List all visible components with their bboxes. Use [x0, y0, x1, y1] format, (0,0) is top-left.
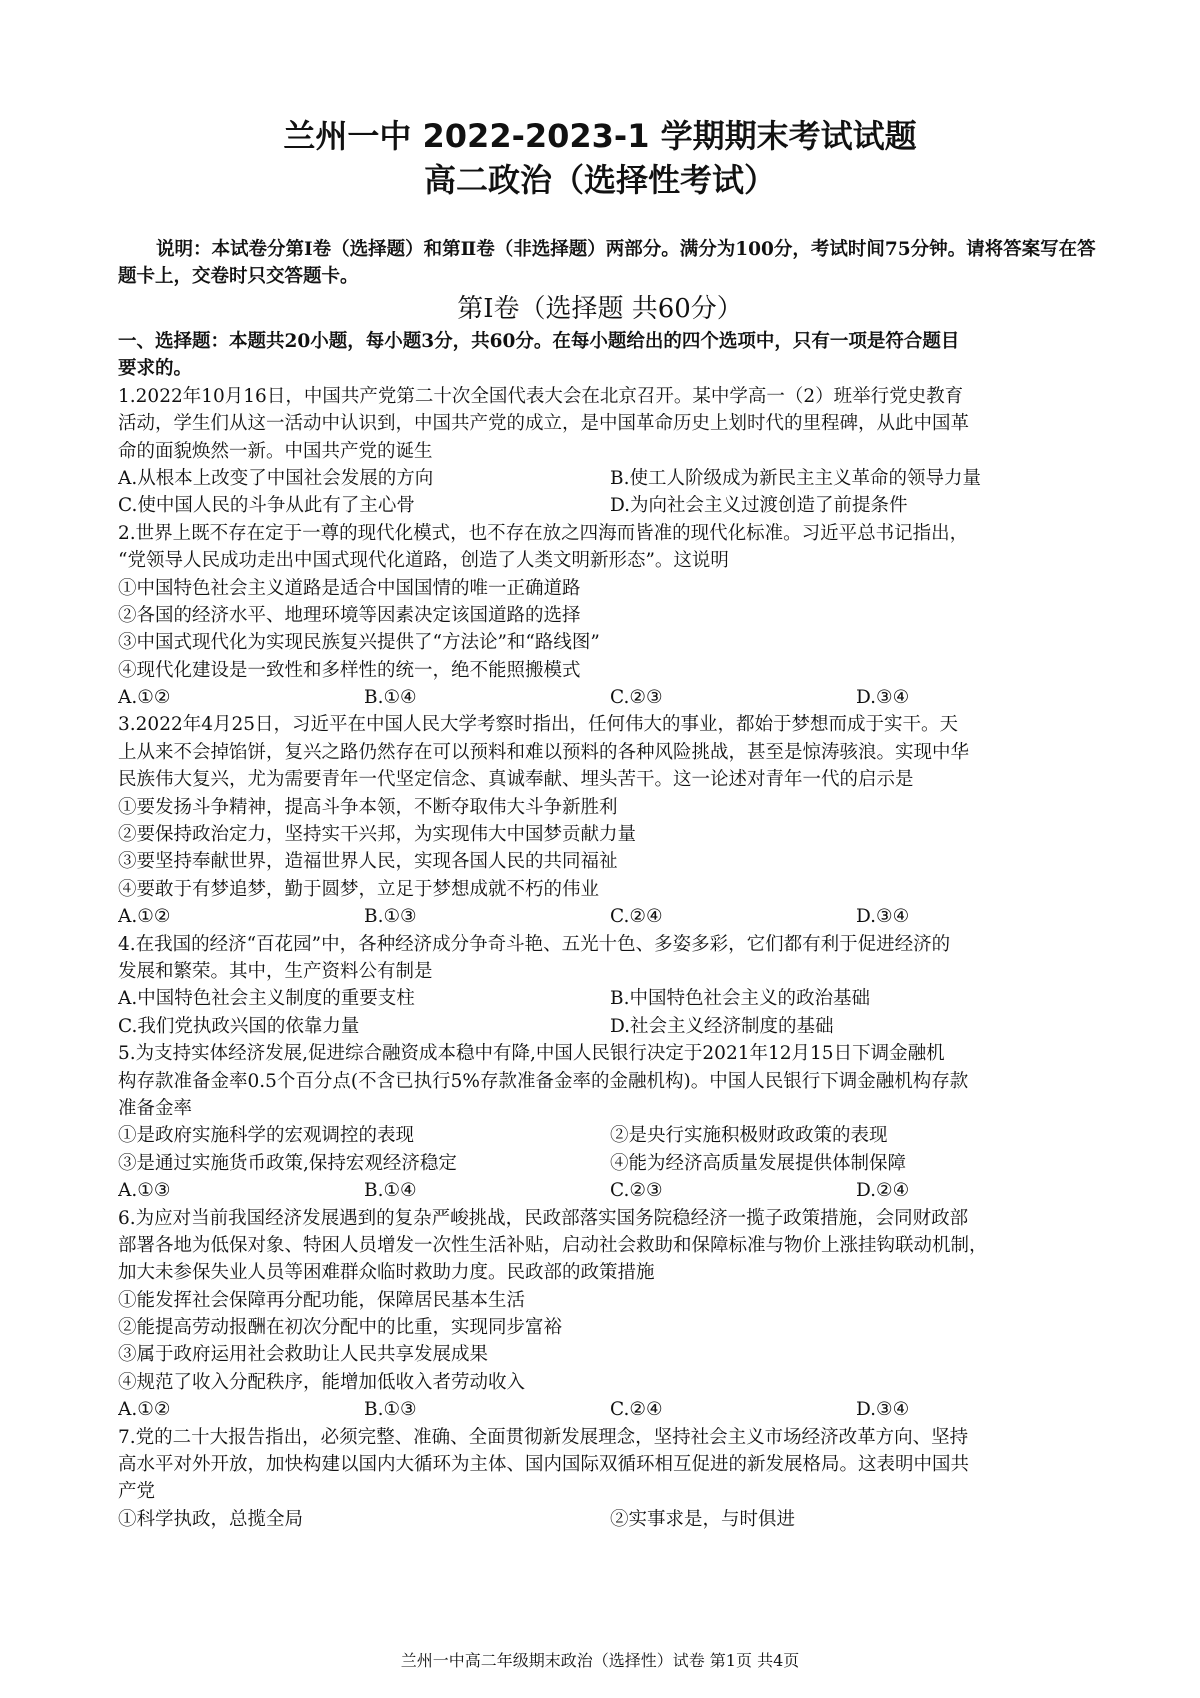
question-5-options [118, 1177, 1102, 1204]
question-5-text: 准备金率 [118, 1097, 193, 1119]
statement: ④要敢于有梦追梦，勤于圆梦，立足于梦想成就不朽的伟业 [118, 878, 600, 900]
option-c: C.②④ [610, 906, 663, 928]
question-1-text: 1.2022年10月16日，中国共产党第二十次全国代表大会在北京召开。某中学高一（2）班举行党史教育 [118, 385, 964, 407]
option-a: A.①② [118, 906, 171, 928]
statement: ①科学执政，总揽全局 [118, 1508, 304, 1530]
question-1-options [118, 492, 1102, 519]
question-6-text: 部署各地为低保对象、特困人员增发一次性生活补贴，启动社会救助和保障标准与物价上涨挂钩联动机制， [118, 1234, 988, 1256]
statement: ④规范了收入分配秩序，能增加低收入者劳动收入 [118, 1371, 526, 1393]
part-heading: 一、选择题：本题共20小题，每小题3分，共60分。在每小题给出的四个选项中，只有一项是符合题目 [118, 331, 960, 352]
option-a: A.中国特色社会主义制度的重要支柱 [118, 988, 415, 1010]
page-footer: 兰州一中高二年级期末政治（选择性）试卷 第1页 共4页 [400, 1651, 800, 1670]
question-5-text: 构存款准备金率0.5个百分点(不含已执行5%存款准备金率的金融机构)。中国人民银行下调金融机构存款 [118, 1070, 969, 1092]
question-3-text: 3.2022年4月25日，习近平在中国人民大学考察时指出，任何伟大的事业，都始于梦想而成于实干。天 [118, 714, 959, 736]
option-c: C.②③ [610, 687, 663, 709]
exam-subtitle: 高二政治（选择性考试） [423, 161, 776, 199]
question-5-statements [118, 1150, 1102, 1177]
question-1-text: 命的面貌焕然一新。中国共产党的诞生 [118, 440, 433, 462]
question-4-text: 4.在我国的经济“百花园”中，各种经济成分争奇斗艳、五光十色、多姿多彩，它们都有利于促进经济的 [118, 933, 951, 955]
option-a: A.①② [118, 687, 171, 709]
statement: ②要保持政治定力，坚持实干兴邦，为实现伟大中国梦贡献力量 [118, 824, 637, 846]
option-c: C.使中国人民的斗争从此有了主心骨 [118, 495, 415, 517]
question-4-options [118, 985, 1102, 1012]
statement: ②各国的经济水平、地理环境等因素决定该国道路的选择 [118, 604, 581, 626]
exam-instructions: 说明：本试卷分第Ⅰ卷（选择题）和第Ⅱ卷（非选择题）两部分。满分为100分，考试时间75分钟。请将答案写在答题卡上，交卷时只交答题卡。 [118, 239, 1096, 287]
option-b: B.①④ [364, 687, 417, 709]
question-6-options [118, 1396, 1102, 1423]
option-d: D.③④ [856, 1399, 910, 1421]
option-d: D.③④ [856, 687, 910, 709]
option-c: C.②④ [610, 1399, 663, 1421]
section-title: 第Ⅰ卷（选择题 共60分） [457, 294, 743, 324]
option-d: D.②④ [856, 1180, 910, 1202]
statement: ③中国式现代化为实现民族复兴提供了“方法论”和“路线图” [118, 632, 600, 654]
question-4-text: 发展和繁荣。其中，生产资料公有制是 [118, 960, 433, 982]
option-a: A.从根本上改变了中国社会发展的方向 [118, 467, 434, 489]
statement: ①要发扬斗争精神，提高斗争本领，不断夺取伟大斗争新胜利 [118, 796, 618, 818]
question-1-text: 活动，学生们从这一活动中认识到，中国共产党的成立，是中国革命历史上划时代的里程碑，从此中国革 [118, 413, 970, 435]
question-5-statements [118, 1122, 1102, 1149]
question-3-options [118, 903, 1102, 930]
statement: ③属于政府运用社会救助让人民共享发展成果 [118, 1344, 489, 1366]
option-d: D.为向社会主义过渡创造了前提条件 [610, 495, 908, 517]
question-3-text: 民族伟大复兴，尤为需要青年一代坚定信念、真诚奉献、埋头苦干。这一论述对青年一代的启示是 [118, 769, 914, 791]
option-b: B.①③ [364, 906, 417, 928]
statement: ①能发挥社会保障再分配功能，保障居民基本生活 [118, 1289, 526, 1311]
question-7-text: 高水平对外开放，加快构建以国内大循环为主体、国内国际双循环相互促进的新发展格局。这表明中国共 [118, 1454, 970, 1476]
question-2-text: 2.世界上既不存在定于一尊的现代化模式，也不存在放之四海而皆准的现代化标准。习近平总书记指出， [118, 522, 969, 544]
option-a: A.①③ [118, 1180, 171, 1202]
option-b: B.①③ [364, 1399, 417, 1421]
option-d: D.③④ [856, 906, 910, 928]
option-a: A.①② [118, 1399, 171, 1421]
question-1-options [118, 465, 1102, 492]
question-7-text: 7.党的二十大报告指出，必须完整、准确、全面贯彻新发展理念，坚持社会主义市场经济改革方向、坚持 [118, 1426, 969, 1448]
option-c: C.我们党执政兴国的依靠力量 [118, 1015, 360, 1037]
question-7-statements [118, 1506, 1102, 1533]
question-6-text: 加大未参保失业人员等困难群众临时救助力度。民政部的政策措施 [118, 1262, 655, 1284]
statement: ③要坚持奉献世界，造福世界人民，实现各国人民的共同福祉 [118, 851, 618, 873]
question-3-text: 上从来不会掉馅饼，复兴之路仍然存在可以预料和难以预料的各种风险挑战，甚至是惊涛骇浪。实现中华 [118, 741, 970, 763]
option-c: C.②③ [610, 1180, 663, 1202]
statement: ④能为经济高质量发展提供体制保障 [610, 1152, 907, 1174]
statement: ②是央行实施积极财政政策的表现 [610, 1125, 888, 1147]
question-list [118, 328, 1102, 1533]
statement: ①是政府实施科学的宏观调控的表现 [118, 1125, 415, 1147]
statement: ②能提高劳动报酬在初次分配中的比重，实现同步富裕 [118, 1317, 563, 1339]
question-7-text: 产党 [118, 1481, 156, 1503]
statement: ③是通过实施货币政策,保持宏观经济稳定 [118, 1152, 457, 1174]
statement: ①中国特色社会主义道路是适合中国国情的唯一正确道路 [118, 577, 581, 599]
option-b: B.中国特色社会主义的政治基础 [610, 988, 870, 1010]
option-b: B.使工人阶级成为新民主主义革命的领导力量 [610, 467, 981, 489]
question-2-text: “党领导人民成功走出中国式现代化道路，创造了人类文明新形态”。这说明 [118, 550, 729, 572]
exam-title: 兰州一中 2022-2023-1 学期期末考试试题 [283, 117, 917, 155]
part-heading: 要求的。 [118, 358, 193, 380]
option-b: B.①④ [364, 1180, 417, 1202]
statement: ②实事求是，与时俱进 [610, 1508, 796, 1530]
statement: ④现代化建设是一致性和多样性的统一，绝不能照搬模式 [118, 659, 581, 681]
question-5-text: 5.为支持实体经济发展,促进综合融资成本稳中有降,中国人民银行决定于2021年12月15日下调金融机 [118, 1043, 945, 1065]
question-2-options [118, 684, 1102, 711]
option-d: D.社会主义经济制度的基础 [610, 1015, 834, 1037]
question-4-options [118, 1013, 1102, 1040]
question-6-text: 6.为应对当前我国经济发展遇到的复杂严峻挑战，民政部落实国务院稳经济一揽子政策措施，会同财政部 [118, 1207, 969, 1229]
